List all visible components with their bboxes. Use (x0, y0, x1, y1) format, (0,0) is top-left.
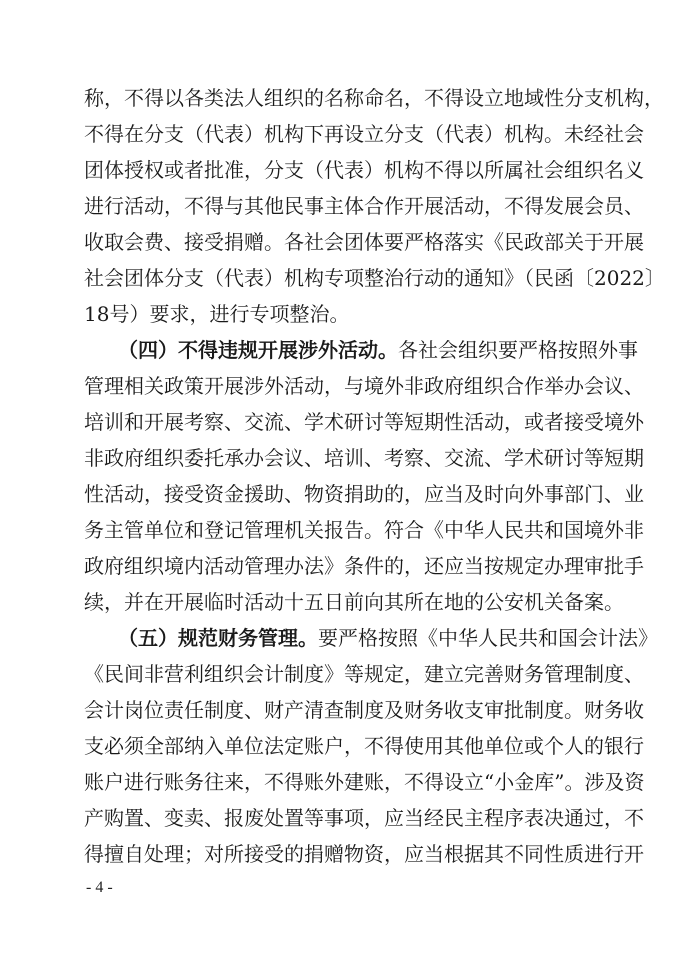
text-line: 性活动，接受资金援助、物资捐助的，应当及时向外事部门、业 (84, 482, 644, 506)
text-line: 团体授权或者批准，分支（代表）机构不得以所属社会组织名义 (84, 158, 644, 182)
section-5-heading: （五）规范财务管理。 (118, 626, 318, 650)
text-line: 会计岗位责任制度、财产清查制度及财务收支审批制度。财务收 (84, 698, 644, 722)
section-4-heading: （四）不得违规开展涉外活动。 (118, 338, 398, 362)
text-line: 产购置、变卖、报废处置等事项，应当经民主程序表决通过，不 (84, 806, 644, 830)
section-5-first-line (118, 626, 658, 650)
text-line: 得擅自处理；对所接受的捐赠物资，应当根据其不同性质进行开 (84, 842, 644, 866)
text-line: 收取会费、接受捐赠。各社会团体要严格落实《民政部关于开展 (84, 230, 644, 254)
text-line: 社会团体分支（代表）机构专项整治行动的通知》（民函〔2022〕 (84, 266, 665, 290)
section-4-first-line (118, 338, 638, 362)
text-line: 不得在分支（代表）机构下再设立分支（代表）机构。未经社会 (84, 122, 644, 146)
text-line: 进行活动，不得与其他民事主体合作开展活动，不得发展会员、 (84, 194, 644, 218)
section-4-first-line-text: 各社会组织要严格按照外事 (398, 338, 638, 362)
text-line: 《民间非营利组织会计制度》等规定，建立完善财务管理制度、 (84, 662, 644, 686)
page-number: - 4 - (86, 879, 113, 896)
text-line: 管理相关政策开展涉外活动，与境外非政府组织合作举办会议、 (84, 374, 644, 398)
text-line: 非政府组织委托承办会议、培训、考察、交流、学术研讨等短期 (84, 446, 644, 470)
text-line: 政府组织境内活动管理办法》条件的，还应当按规定办理审批手 (84, 554, 644, 578)
text-line: 务主管单位和登记管理机关报告。符合《中华人民共和国境外非 (84, 518, 644, 542)
text-line: 支必须全部纳入单位法定账户，不得使用其他单位或个人的银行 (84, 734, 644, 758)
text-line: 续，并在开展临时活动十五日前向其所在地的公安机关备案。 (84, 590, 624, 614)
text-line: 账户进行账务往来，不得账外建账，不得设立“小金库”。涉及资 (84, 770, 645, 794)
section-5-first-line-text: 要严格按照《中华人民共和国会计法》 (318, 626, 658, 650)
text-line: 培训和开展考察、交流、学术研讨等短期性活动，或者接受境外 (84, 410, 644, 434)
text-line: 18号）要求，进行专项整治。 (84, 302, 350, 326)
text-line: 称，不得以各类法人组织的名称命名，不得设立地域性分支机构， (84, 86, 664, 110)
